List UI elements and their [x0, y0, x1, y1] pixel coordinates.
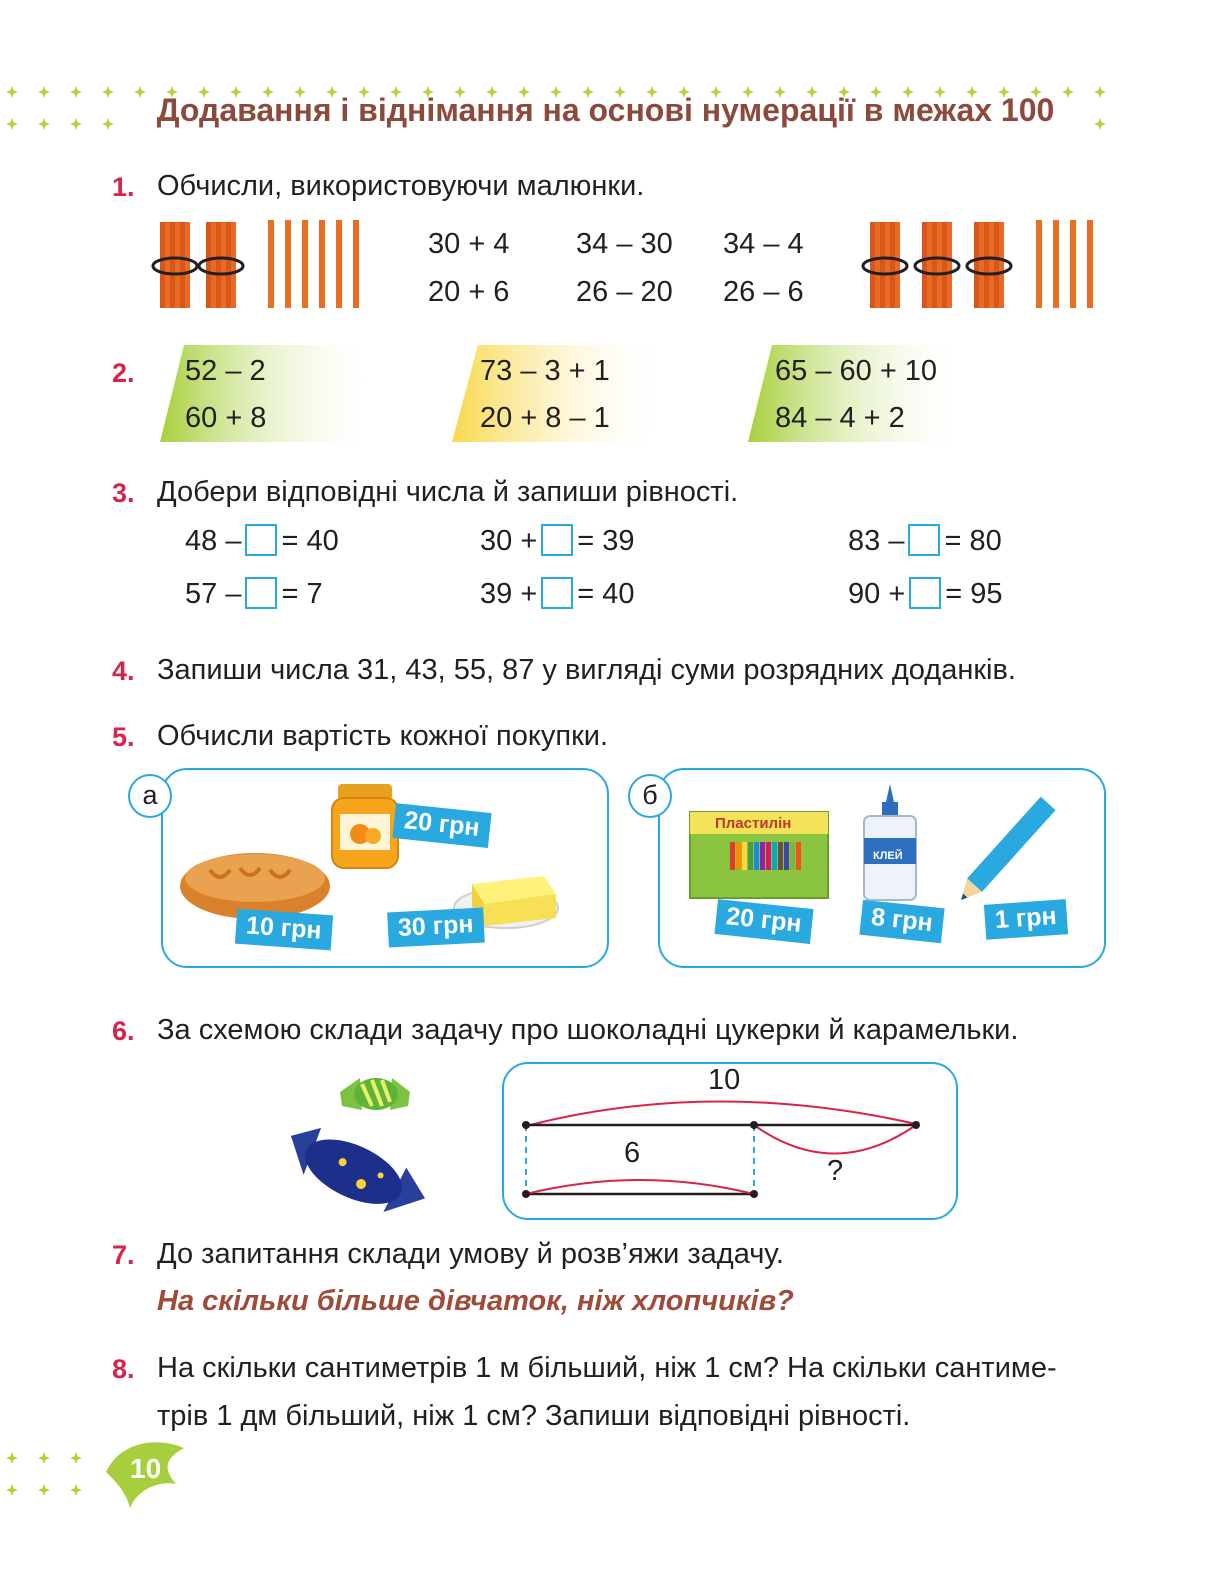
chocolate-candy-icon [277, 1118, 433, 1220]
stick-icon [180, 222, 185, 308]
total-arc [526, 1101, 916, 1126]
stick-icon [185, 222, 190, 308]
stick-icon [890, 222, 895, 308]
task-4-text: Запиши числа 31, 43, 55, 87 у вигляді суми розрядних доданків. [157, 654, 1016, 686]
task-2-expr: 52 – 2 [185, 355, 266, 387]
stick-icon [989, 222, 994, 308]
glue-bottle-icon [864, 784, 916, 900]
task-2-expr: 73 – 3 + 1 [480, 355, 610, 387]
task-1-expr: 26 – 6 [723, 276, 804, 308]
plasticine-label: Пластилін [715, 815, 792, 832]
price-tag: 1 грн [984, 899, 1068, 940]
task-2-expr: 60 + 8 [185, 402, 267, 434]
task-4-number: 4. [112, 656, 135, 686]
stick-icon [875, 222, 880, 308]
task-1-expr: 26 – 20 [576, 276, 673, 308]
star-decoration [70, 1452, 82, 1464]
panel-a-illustration [170, 778, 600, 958]
stick-icon [226, 222, 231, 308]
price-tag: 20 грн [392, 803, 491, 848]
task-1-expr: 34 – 4 [723, 228, 804, 260]
task-1-expr: 30 + 4 [428, 228, 510, 260]
stick-icon [994, 222, 999, 308]
pencil-icon [954, 797, 1056, 907]
task-7-text: До запитання склади умову й розв’яжи задачу. [157, 1238, 784, 1270]
answer-box[interactable] [908, 524, 940, 556]
task-7-number: 7. [112, 1240, 135, 1270]
task-8-line-2: трів 1 дм більший, ніж 1 см? Запиши відповідні рівності. [157, 1400, 911, 1432]
task-2-expr: 20 + 8 – 1 [480, 402, 610, 434]
star-decoration [38, 1452, 50, 1464]
task-1-text: Обчисли, використовуючи малюнки. [157, 170, 645, 202]
task-3-equation: 57 – = 7 [185, 578, 323, 610]
task-3-number: 3. [112, 478, 135, 508]
task-8-line-1: На скільки сантиметрів 1 м більший, ніж 1 см? На скільки сантиме- [157, 1352, 1057, 1384]
unknown-arc [754, 1125, 916, 1154]
stick-icon [984, 222, 989, 308]
stick-icon [922, 222, 927, 308]
scheme-unknown-label: ? [827, 1155, 844, 1187]
stick-icon [1070, 220, 1076, 308]
stick-icon [1053, 220, 1059, 308]
task-8-number: 8. [112, 1354, 135, 1384]
answer-box[interactable] [909, 577, 941, 609]
stick-icon [947, 222, 952, 308]
stick-icon [221, 222, 226, 308]
star-decoration [38, 1484, 50, 1496]
stick-icon [165, 222, 170, 308]
stick-icon [353, 220, 359, 308]
stick-icon [942, 222, 947, 308]
stick-icon [885, 222, 890, 308]
star-border-bottom [0, 1440, 110, 1510]
price-tag: 20 грн [714, 899, 813, 944]
answer-box[interactable] [245, 577, 277, 609]
panel-b-letter: б [628, 774, 672, 818]
stick-icon [880, 222, 885, 308]
green-caramel-icon [340, 1078, 410, 1110]
stick-icon [1087, 220, 1093, 308]
task-7-question: На скільки більше дівчаток, ніж хлопчиків? [157, 1285, 794, 1317]
sticks-bundles-left-icon [150, 212, 380, 312]
stick-icon [175, 222, 180, 308]
task-2-expr: 65 – 60 + 10 [775, 355, 938, 387]
stick-icon [336, 220, 342, 308]
task-5-text: Обчисли вартість кожної покупки. [157, 720, 609, 752]
stick-icon [231, 222, 236, 308]
panel-a-letter: а [128, 774, 172, 818]
task-3-equation: 30 + = 39 [480, 525, 635, 557]
scheme-part-label: 6 [624, 1137, 641, 1169]
answer-box[interactable] [245, 524, 277, 556]
price-tag: 30 грн [387, 908, 484, 948]
stick-icon [999, 222, 1004, 308]
candies-icon [270, 1070, 440, 1220]
stick-icon [160, 222, 165, 308]
task-6-number: 6. [112, 1016, 135, 1046]
task-3-equation: 39 + = 40 [480, 578, 635, 610]
stick-icon [974, 222, 979, 308]
stick-icon [206, 222, 211, 308]
star-decoration [6, 1484, 18, 1496]
task-3-equation: 90 + = 95 [848, 578, 1003, 610]
task-6-text: За схемою склади задачу про шоколадні цукерки й карамельки. [157, 1014, 1019, 1046]
stick-icon [870, 222, 875, 308]
stick-icon [937, 222, 942, 308]
stick-icon [216, 222, 221, 308]
stick-icon [895, 222, 900, 308]
stick-icon [319, 220, 325, 308]
task-2-number: 2. [112, 358, 135, 388]
part-arc [526, 1180, 754, 1194]
task-3-text: Добери відповідні числа й запиши рівності. [157, 476, 739, 508]
answer-box[interactable] [541, 524, 573, 556]
price-tag: 10 грн [235, 909, 333, 951]
stick-icon [927, 222, 932, 308]
task-2-expr: 84 – 4 + 2 [775, 402, 905, 434]
stick-icon [302, 220, 308, 308]
stick-icon [170, 222, 175, 308]
stick-icon [268, 220, 274, 308]
sticks-bundles-right-icon [860, 212, 1110, 312]
page-title: Додавання і віднімання на основі нумерації в межах 100 [156, 92, 1055, 128]
stick-icon [932, 222, 937, 308]
task-5-number: 5. [112, 722, 135, 752]
star-decoration [6, 1452, 18, 1464]
star-decoration [70, 1484, 82, 1496]
glue-label: КЛЕЙ [873, 850, 903, 862]
answer-box[interactable] [541, 577, 573, 609]
task-3-equation: 83 – = 80 [848, 525, 1002, 557]
task-1-number: 1. [112, 172, 135, 202]
scheme-total-label: 10 [708, 1064, 741, 1096]
stick-icon [285, 220, 291, 308]
stick-icon [211, 222, 216, 308]
task-1-expr: 34 – 30 [576, 228, 673, 260]
task-3-equation: 48 – = 40 [185, 525, 339, 557]
stick-icon [1036, 220, 1042, 308]
stick-icon [979, 222, 984, 308]
price-tag: 8 грн [859, 900, 944, 943]
jam-jar-icon [332, 784, 398, 868]
task-1-expr: 20 + 6 [428, 276, 510, 308]
page-number: 10 [130, 1453, 162, 1484]
